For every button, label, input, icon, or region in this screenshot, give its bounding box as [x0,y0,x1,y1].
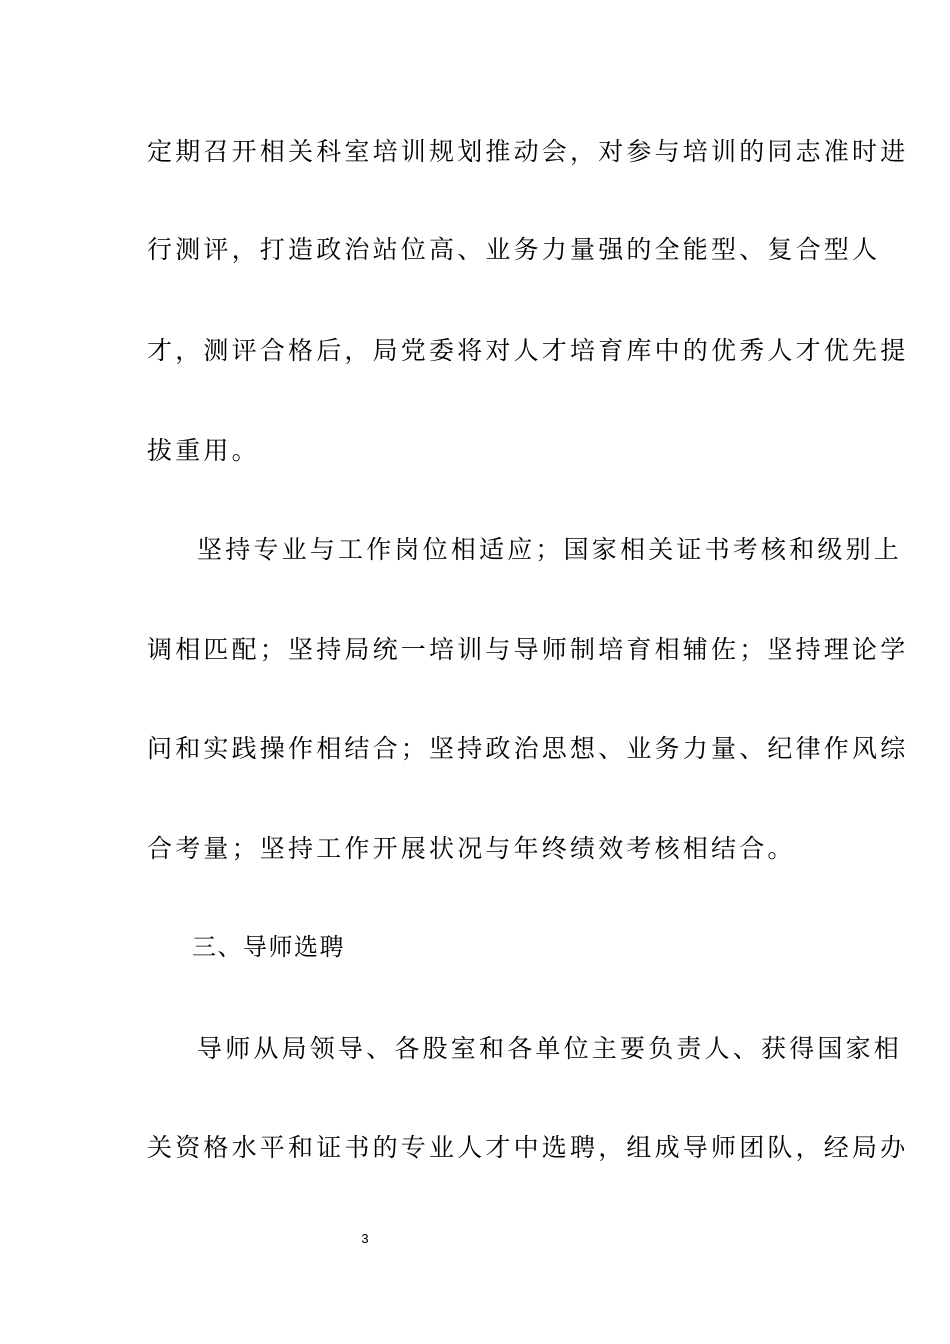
paragraph-1-line-4: 拔重用。 [147,436,260,465]
paragraph-2-line-2: 调相匹配；坚持局统一培训与导师制培育相辅佐；坚持理论学 [147,635,909,664]
paragraph-3-line-1: 导师从局领导、各股室和各单位主要负责人、获得国家相 [197,1034,903,1063]
paragraph-1-line-3: 才，测评合格后，局党委将对人才培育库中的优秀人才优先提 [147,336,909,365]
paragraph-2-line-4: 合考量；坚持工作开展状况与年终绩效考核相结合。 [147,834,796,863]
paragraph-1-line-1: 定期召开相关科室培训规划推动会，对参与培训的同志准时进 [147,137,909,166]
page-number: 3 [361,1231,369,1246]
paragraph-2-line-1: 坚持专业与工作岗位相适应；国家相关证书考核和级别上 [197,535,903,564]
paragraph-3-line-2: 关资格水平和证书的专业人才中选聘，组成导师团队，经局办 [147,1133,909,1162]
paragraph-1-line-2: 行测评，打造政治站位高、业务力量强的全能型、复合型人 [147,235,881,264]
paragraph-2-line-3: 问和实践操作相结合；坚持政治思想、业务力量、纪律作风综 [147,734,909,763]
section-heading: 三、导师选聘 [192,933,345,961]
